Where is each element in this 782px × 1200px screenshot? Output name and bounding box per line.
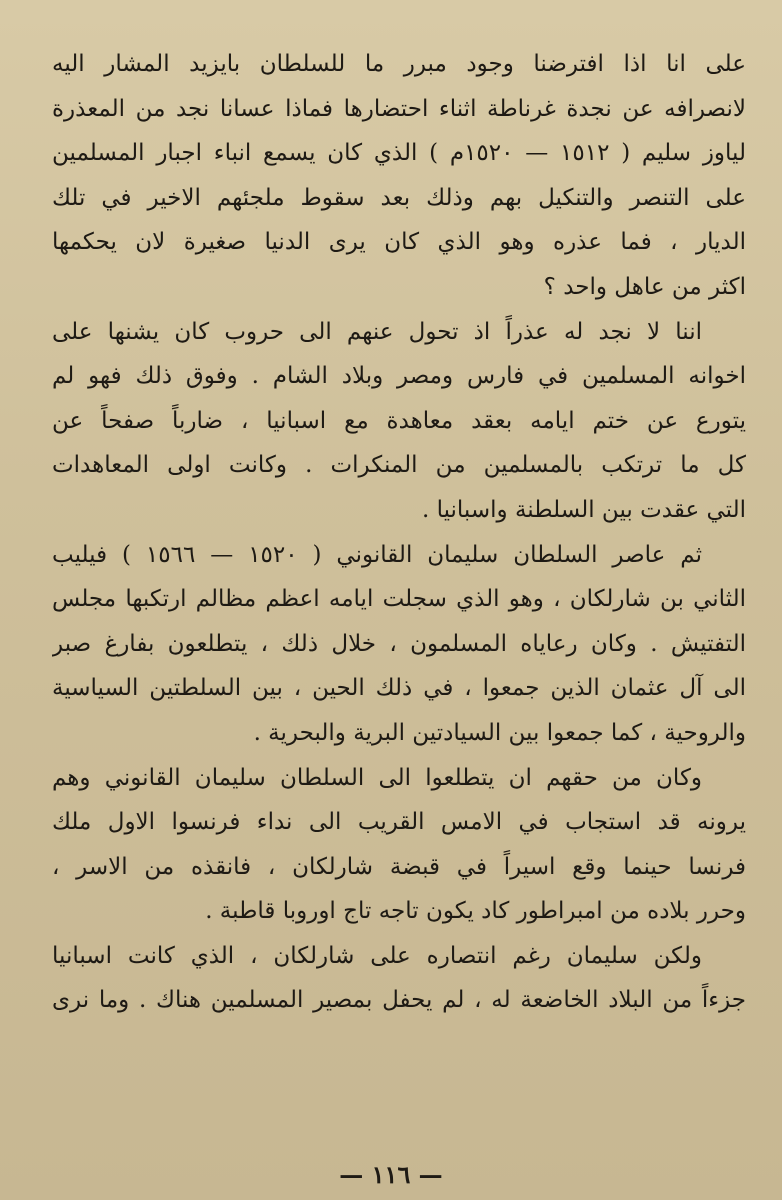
text-line: على انا اذا افترضنا وجود مبرر ما للسلطان بايزيد المشار اليه xyxy=(52,51,746,77)
text-line: الديار ، فما عذره وهو الذي كان يرى الدنيا صغيرة لان يحكمها xyxy=(52,229,746,256)
text-line: جزءاً من البلاد الخاضعة له ، لم يحفل بمصير المسلمين هناك . وما نرى xyxy=(52,987,746,1014)
text-line: كل ما ترتكب بالمسلمين من المنكرات . وكانت اولى المعاهدات xyxy=(52,452,746,479)
page-number: — ١١٦ — xyxy=(339,1160,443,1189)
text-line: وحرر بلاده من امبراطور كاد يكون تاجه تاج اوروبا قاطبة . xyxy=(205,898,746,925)
text-line: على التنصر والتنكيل بهم وذلك بعد سقوط ملجئهم الاخير في تلك xyxy=(52,184,746,211)
text-line: الى آل عثمان الذين جمعوا ، في ذلك الحين ، بين السلطتين السياسية xyxy=(52,675,746,702)
text-line: اخوانه المسلمين في فارس ومصر وبلاد الشام . وفوق ذلك فهو لم xyxy=(52,363,746,390)
text-line: والروحية ، كما جمعوا بين السيادتين البرية والبحرية . xyxy=(253,719,746,746)
text-line: يتورع عن ختم ايامه بعقد معاهدة مع اسبانيا ، ضارباً صفحاً عن xyxy=(52,407,746,434)
text-line: اكثر من عاهل واحد ؟ xyxy=(543,273,746,300)
text-line: وكان من حقهم ان يتطلعوا الى السلطان سليمان القانوني وهم xyxy=(52,764,702,791)
text-line: ثم عاصر السلطان سليمان القانوني ( ١٥٢٠ — ١٥٦٦ ) فيليب xyxy=(52,541,703,568)
text-line: يرونه قد استجاب في الامس القريب الى نداء فرنسوا الاول ملك xyxy=(52,809,746,836)
text-line: ولكن سليمان رغم انتصاره على شارلكان ، الذي كانت اسبانيا xyxy=(52,942,702,969)
text-line: التي عقدت بين السلطنة واسبانيا . xyxy=(421,496,746,523)
body-text xyxy=(52,42,746,1023)
text-line: فرنسا حينما وقع اسيراً في قبضة شارلكان ، فانقذه من الاسر ، xyxy=(52,853,746,880)
text-line: التفتيش . وكان رعاياه المسلمون ، خلال ذلك ، يتطلعون بفارغ صبر xyxy=(52,630,746,657)
text-line: لياوز سليم ( ١٥١٢ — ١٥٢٠م ) الذي كان يسمع انباء اجبار المسلمين xyxy=(52,140,746,167)
text-line: لانصرافه عن نجدة غرناطة اثناء احتضارها فماذا عسانا نجد من المعذرة xyxy=(52,95,746,122)
text-line: اننا لا نجد له عذراً اذ تحول عنهم الى حروب كان يشنها على xyxy=(52,318,702,345)
text-line: الثاني بن شارلكان ، وهو الذي سجلت ايامه اعظم مظالم ارتكبها مجلس xyxy=(52,586,746,613)
